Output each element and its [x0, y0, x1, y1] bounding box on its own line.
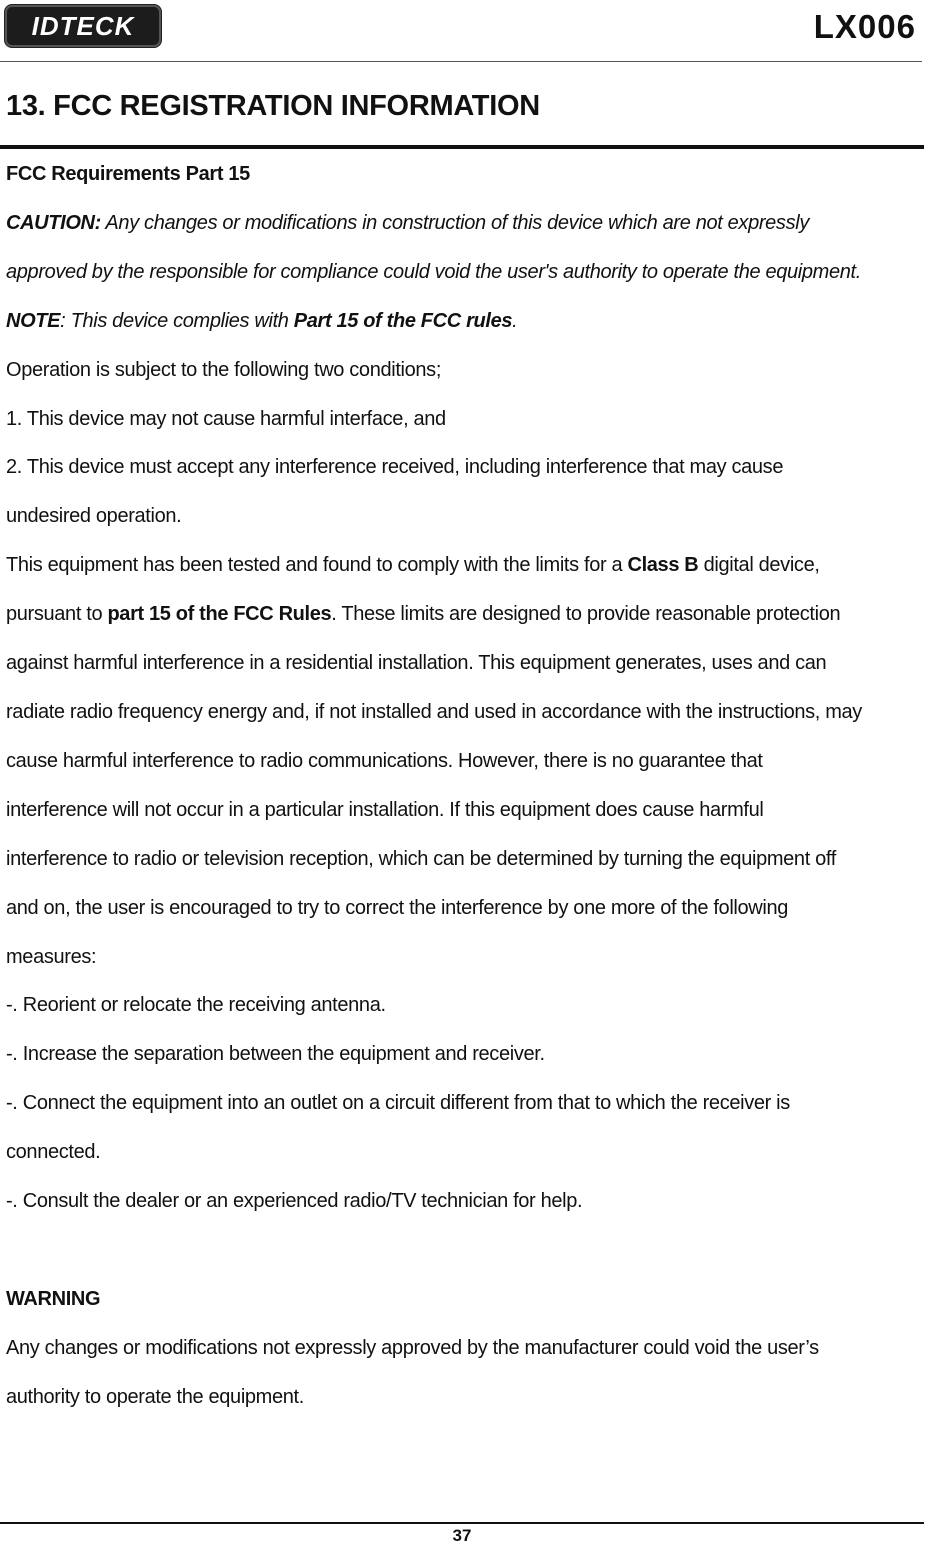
measure-4: -. Consult the dealer or an experienced radio/TV technician for help. — [6, 1190, 583, 1213]
condition-2-line-2: undesired operation. — [6, 505, 182, 528]
para-text: . These limits are designed to provide reasonable protection — [331, 603, 841, 626]
warning-heading-text: WARNING — [6, 1287, 101, 1310]
note-end: . — [512, 309, 518, 332]
para-text: digital device, — [698, 554, 820, 577]
spacer — [6, 1226, 921, 1275]
caution-label: CAUTION: — [6, 211, 101, 234]
model-name: LX006 — [813, 8, 916, 45]
class-b-emphasis: Class B — [627, 554, 699, 577]
note-emphasis: Part 15 of the FCC rules — [293, 309, 513, 332]
requirements-heading-text: FCC Requirements Part 15 — [6, 163, 250, 185]
measure-2: -. Increase the separation between the equipment and receiver. — [6, 1043, 545, 1066]
header-divider — [0, 61, 922, 62]
class-b-line-6: interference will not occur in a particular installation. If this equipment does cause harmful — [6, 798, 764, 821]
warning-line-1: Any changes or modifications not expressly approved by the manufacturer could void the user’s — [6, 1336, 819, 1359]
para-text: This equipment has been tested and found to comply with the limits for a — [6, 554, 628, 577]
requirements-heading — [6, 150, 921, 199]
conditions-intro: Operation is subject to the following two conditions; — [6, 358, 442, 381]
class-b-line-3: against harmful interference in a residential installation. This equipment generates, uses and can — [6, 652, 827, 675]
class-b-line-8: and on, the user is encouraged to try to correct the interference by one more of the following — [6, 896, 789, 919]
class-b-line-1 — [6, 541, 921, 590]
idteck-logo — [5, 5, 161, 47]
caution-line-1 — [6, 199, 921, 248]
measure-3-line-2: connected. — [6, 1141, 101, 1164]
measure-3-line-1: -. Connect the equipment into an outlet on a circuit different from that to which the receiver is — [6, 1092, 790, 1115]
condition-1: 1. This device may not cause harmful interface, and — [6, 407, 446, 430]
condition-2-line-1: 2. This device must accept any interference received, including interference that may cause — [6, 456, 784, 479]
warning-heading — [6, 1275, 921, 1324]
note-label: NOTE — [6, 309, 61, 332]
logo-text: IDTECK — [31, 11, 135, 41]
class-b-line-2 — [6, 590, 921, 639]
title-divider — [0, 145, 924, 149]
note-text: : This device complies with — [60, 309, 294, 332]
fcc-rules-emphasis: part 15 of the FCC Rules — [107, 603, 332, 626]
caution-line-2: approved by the responsible for compliance could void the user's authority to operate the equipment. — [6, 260, 861, 283]
class-b-line-7: interference to radio or television reception, which can be determined by turning the equipment off — [6, 847, 836, 870]
class-b-line-4: radiate radio frequency energy and, if not installed and used in accordance with the instructions, may — [6, 700, 862, 723]
class-b-line-5: cause harmful interference to radio communications. However, there is no guarantee that — [6, 749, 763, 772]
para-text: pursuant to — [6, 603, 108, 626]
section-title: 13. FCC REGISTRATION INFORMATION — [6, 90, 540, 122]
warning-line-2: authority to operate the equipment. — [6, 1385, 304, 1408]
note-line — [6, 297, 921, 346]
page-number: 37 — [452, 1526, 472, 1545]
footer-divider — [0, 1522, 924, 1524]
document-body — [6, 150, 921, 1422]
caution-text: Any changes or modifications in construction of this device which are not expressly — [100, 211, 809, 234]
page-header — [0, 0, 951, 64]
measure-1: -. Reorient or relocate the receiving antenna. — [6, 994, 386, 1017]
class-b-line-9: measures: — [6, 945, 97, 968]
